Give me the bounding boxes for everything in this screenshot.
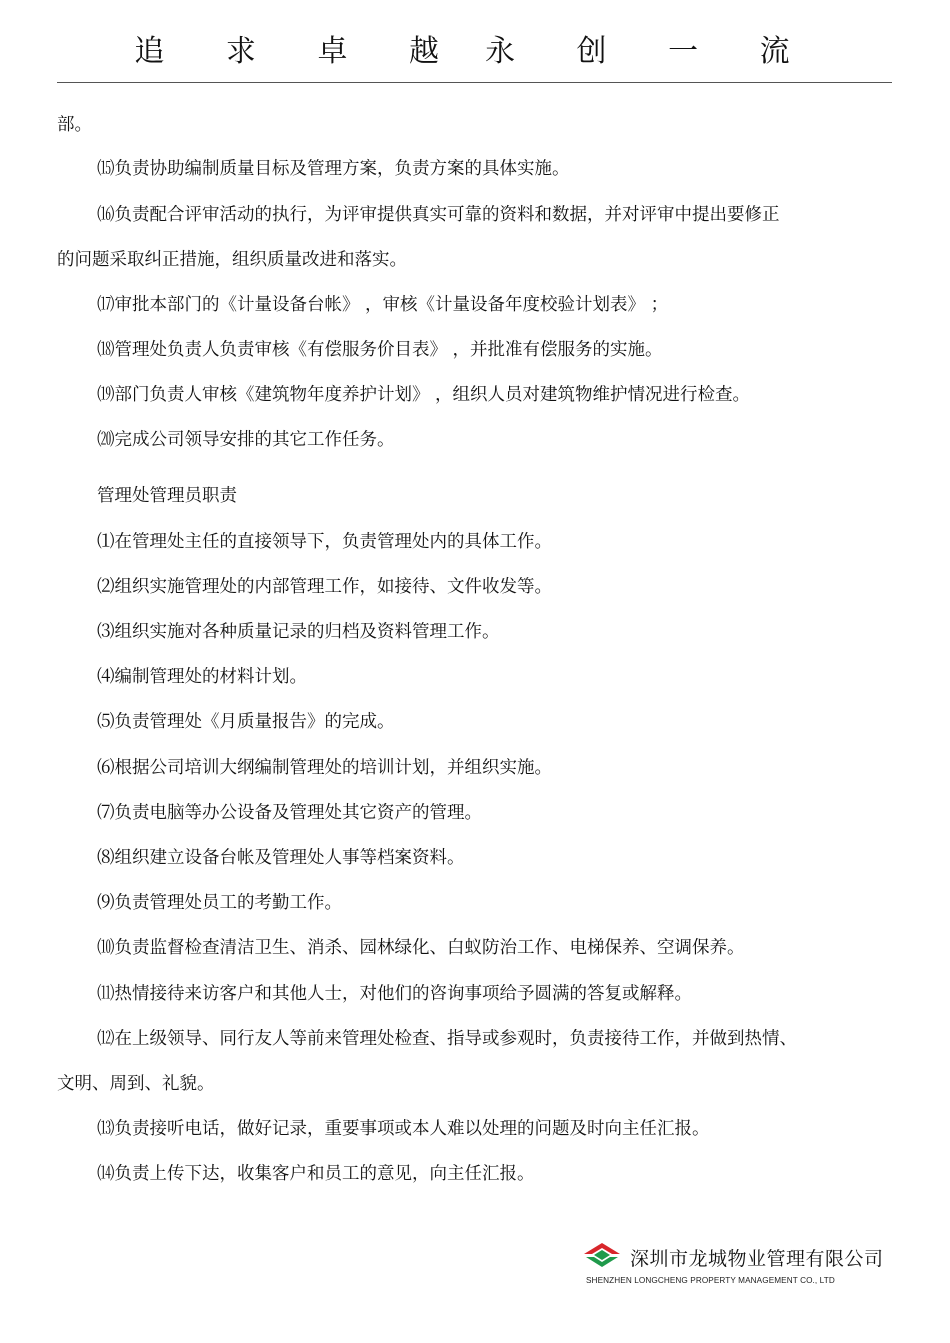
text-line: ⒅管理处负责人负责审核《有偿服务价目表》 ，并批准有偿服务的实施。 bbox=[97, 340, 663, 360]
text-line: ⑿在上级领导、同行友人等前来管理处检查、指导或参观时，负责接待工作，并做到热情、 bbox=[97, 1029, 797, 1049]
text-line: ⑵组织实施管理处的内部管理工作，如接待、文件收发等。 bbox=[97, 577, 552, 597]
text-line: 的问题采取纠正措施，组织质量改进和落实。 bbox=[57, 250, 407, 270]
text-line: ⑻组织建立设备台帐及管理处人事等档案资料。 bbox=[97, 848, 465, 868]
text-line: ⒄审批本部门的《计量设备台帐》 ，审核《计量设备年度校验计划表》 ； bbox=[97, 295, 669, 315]
company-name-en: SHENZHEN LONGCHENG PROPERTY MANAGEMENT CO., LTD bbox=[586, 1276, 835, 1285]
text-line: 文明、周到、礼貌。 bbox=[57, 1074, 215, 1094]
text-line: ⒃负责配合评审活动的执行，为评审提供真实可靠的资料和数据，并对评审中提出要修正 bbox=[97, 205, 780, 225]
text-line: ⑾热情接待来访客户和其他人士，对他们的咨询事项给予圆满的答复或解释。 bbox=[97, 984, 692, 1004]
text-line: ⑶组织实施对各种质量记录的归档及资料管理工作。 bbox=[97, 622, 500, 642]
section-heading: 管理处管理员职责 bbox=[97, 486, 237, 506]
header-divider bbox=[57, 82, 892, 83]
text-line: 部。 bbox=[57, 115, 92, 135]
company-logo-icon bbox=[582, 1240, 622, 1270]
text-line: ⑺负责电脑等办公设备及管理处其它资产的管理。 bbox=[97, 803, 482, 823]
page-header bbox=[0, 26, 950, 70]
header-motto-right: 永 创 一 流 bbox=[485, 34, 816, 69]
text-line: ⒇完成公司领导安排的其它工作任务。 bbox=[97, 430, 395, 450]
text-line: ⒆部门负责人审核《建筑物年度养护计划》 ，组织人员对建筑物维护情况进行检查。 bbox=[97, 385, 751, 405]
text-line: ⑽负责监督检查清洁卫生、消杀、园林绿化、白蚁防治工作、电梯保养、空调保养。 bbox=[97, 938, 745, 958]
text-line: ⑸负责管理处《月质量报告》的完成。 bbox=[97, 712, 395, 732]
header-motto-left: 追 求 卓 越 bbox=[134, 34, 465, 69]
text-line: ⒂负责协助编制质量目标及管理方案，负责方案的具体实施。 bbox=[97, 159, 570, 179]
company-name-cn: 深圳市龙城物业管理有限公司 bbox=[630, 1248, 884, 1270]
text-line: ⑼负责管理处员工的考勤工作。 bbox=[97, 893, 342, 913]
text-line: ⑷编制管理处的材料计划。 bbox=[97, 667, 307, 687]
text-line: ⒀负责接听电话，做好记录，重要事项或本人难以处理的问题及时向主任汇报。 bbox=[97, 1119, 710, 1139]
text-line: ⑴在管理处主任的直接领导下，负责管理处内的具体工作。 bbox=[97, 532, 552, 552]
text-line: ⒁负责上传下达，收集客户和员工的意见，向主任汇报。 bbox=[97, 1164, 535, 1184]
text-line: ⑹根据公司培训大纲编制管理处的培训计划，并组织实施。 bbox=[97, 758, 552, 778]
